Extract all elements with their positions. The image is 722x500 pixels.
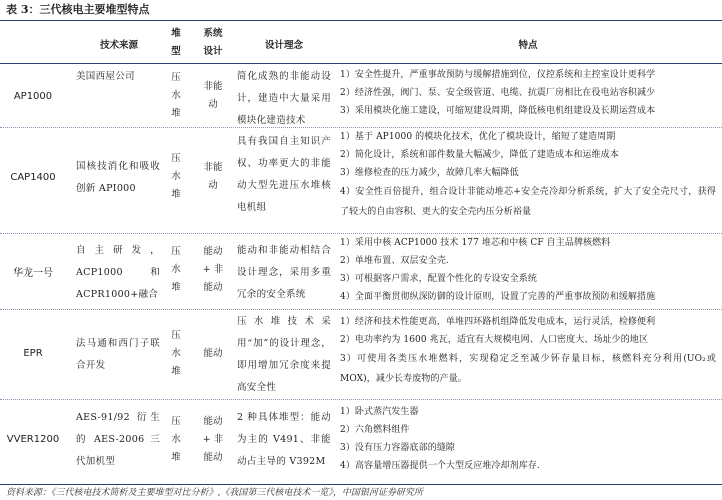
caption-rule bbox=[0, 20, 722, 21]
header-features: 特点 bbox=[518, 40, 538, 51]
feature-item: 1）卧式蒸汽发生器 bbox=[340, 407, 419, 417]
row-name: 华龙一号 bbox=[13, 268, 53, 279]
row-type-char: 压 bbox=[171, 416, 181, 427]
row-source: 法马通和西门子联合开发 bbox=[76, 338, 160, 371]
row-features bbox=[340, 66, 716, 120]
row-features bbox=[340, 403, 716, 475]
row-features bbox=[340, 128, 716, 222]
row-system-line: 能动 bbox=[203, 452, 223, 463]
feature-item: 1）采用中核 ACP1000 技术 177 堆芯和中核 CF 自主品牌核燃料 bbox=[340, 238, 611, 248]
row-type-char: 水 bbox=[171, 90, 181, 101]
row-type-char: 堆 bbox=[171, 366, 181, 377]
table-caption: 表 3：三代核电主要堆型特点 bbox=[6, 3, 150, 16]
feature-item: 3）没有压力容器底部的缝隙 bbox=[340, 443, 456, 453]
header-system-line: 设计 bbox=[203, 46, 223, 57]
row-system bbox=[195, 243, 231, 297]
row-concept: 压水堆技术采用“加”的设计理念，即用增加冗余度来提高安全性 bbox=[237, 316, 331, 393]
row-source: 自主研发，ACP1000 和 ACPR1000+融合 bbox=[76, 245, 160, 300]
row-type-char: 水 bbox=[171, 171, 181, 182]
row-name: CAP1400 bbox=[10, 172, 56, 183]
row-concept: 能动和非能动相结合设计理念，采用多重冗余的安全系统 bbox=[237, 245, 331, 300]
row-type-char: 压 bbox=[171, 72, 181, 83]
row-system bbox=[195, 78, 231, 114]
row-system-line: + 非 bbox=[202, 264, 224, 275]
row-name: EPR bbox=[23, 348, 43, 359]
row-type-char: 水 bbox=[171, 348, 181, 359]
row-features bbox=[340, 313, 716, 389]
header-rule bbox=[0, 63, 722, 64]
header-type-line: 堆 bbox=[171, 28, 181, 39]
row-name: AP1000 bbox=[13, 91, 53, 102]
row-type-char: 压 bbox=[171, 330, 181, 341]
row-system-line: 非能 bbox=[203, 162, 223, 173]
header-source: 技术来源 bbox=[99, 40, 138, 51]
row-type bbox=[165, 243, 187, 297]
feature-item: 1）基于 AP1000 的模块化技术，优化了模块设计，缩短了建造周期 bbox=[340, 132, 616, 142]
row-system-line: 能动 bbox=[203, 246, 223, 257]
row-system-line: 动 bbox=[208, 180, 218, 191]
row-type bbox=[165, 150, 187, 204]
row-system-line: 能动 bbox=[203, 416, 223, 427]
feature-item: 3）可使用各类压水堆燃料，实现稳定乏至减少钚存量目标，核燃料充分利用(UO₂或 MOX)，减少长寿废物的产量。 bbox=[340, 354, 716, 384]
row-divider bbox=[0, 399, 722, 400]
row-features bbox=[340, 234, 716, 306]
row-system-line: 动 bbox=[208, 99, 218, 110]
row-system-line: + 非 bbox=[202, 434, 224, 445]
header-system bbox=[195, 25, 231, 61]
row-type-char: 堆 bbox=[171, 108, 181, 119]
row-system-line: 能动 bbox=[203, 282, 223, 293]
row-concept: 2 种具体堆型：能动为主的 V491、非能动占主导的 V392M bbox=[237, 412, 331, 467]
feature-item: 2）单堆布置、双层安全壳. bbox=[340, 256, 449, 266]
source-note: 资料来源：《三代核电技术简析及主要堆型对比分析》,《我国第三代核电技术一览》，中国银河证券研究所 bbox=[6, 488, 423, 498]
row-type bbox=[165, 69, 187, 123]
row-system bbox=[195, 413, 231, 467]
feature-item: 2）经济性强，阀门、泵、安全级管道、电缆、抗震厂房相比在役电站容积减少 bbox=[340, 88, 656, 98]
row-type-char: 压 bbox=[171, 153, 181, 164]
row-source: 美国西屋公司 bbox=[76, 71, 135, 82]
row-system-line: 能动 bbox=[203, 348, 223, 359]
row-type-char: 压 bbox=[171, 246, 181, 257]
row-system-line: 非能 bbox=[203, 81, 223, 92]
header-type bbox=[165, 25, 187, 61]
feature-item: 4）高容量增压器提供一个大型反应堆冷却剂库存. bbox=[340, 461, 540, 471]
feature-item: 2）简化设计，系统和部件数量大幅减少，降低了建造成本和运维成本 bbox=[340, 150, 619, 160]
header-concept: 设计理念 bbox=[264, 40, 303, 51]
row-type-char: 水 bbox=[171, 264, 181, 275]
feature-item: 2）六角燃料组件 bbox=[340, 425, 410, 435]
feature-item: 1）经济和技术性能更高，单堆四环路机组降低发电成本，运行灵活，检修便利 bbox=[340, 317, 656, 327]
table-bottom-rule bbox=[0, 484, 722, 485]
row-source: AES-91/92 衍生的 AES-2006 三代加机型 bbox=[76, 412, 160, 467]
row-concept: 简化成熟的非能动设计，建造中大量采用模块化建造技术 bbox=[237, 71, 331, 126]
row-type-char: 堆 bbox=[171, 282, 181, 293]
row-divider bbox=[0, 309, 722, 310]
feature-item: 3）维修检查的压力减少，故障几率大幅降低 bbox=[340, 168, 519, 178]
row-type-char: 堆 bbox=[171, 452, 181, 463]
row-system bbox=[195, 345, 231, 363]
row-type-char: 堆 bbox=[171, 189, 181, 200]
feature-item: 4）安全性百倍提升，组合设计非能动堆芯+安全壳冷却分析系统，扩大了安全壳尺寸，获得了较大的自由容积、更大的安全壳内压分析裕量 bbox=[340, 187, 716, 217]
feature-item: 3）采用模块化施工建设，可缩短建设周期，降低核电机组建设及长期运营成本 bbox=[340, 106, 656, 116]
row-type bbox=[165, 327, 187, 381]
feature-item: 4）全面平衡贯彻纵深防御的设计原则，设置了完善的严重事故预防和缓解措施 bbox=[340, 292, 656, 302]
row-source: 国核技消化和吸收创新 API000 bbox=[76, 161, 160, 194]
header-type-line: 型 bbox=[171, 46, 181, 57]
row-type-char: 水 bbox=[171, 434, 181, 445]
feature-item: 3）可根据客户需求，配置个性化的专设安全系统 bbox=[340, 274, 537, 284]
feature-item: 2）电功率约为 1600 兆瓦，适宜有大规模电网、人口密度大、场址少的地区 bbox=[340, 335, 649, 345]
header-system-line: 系统 bbox=[203, 28, 223, 39]
row-type bbox=[165, 413, 187, 467]
feature-item: 1）安全性提升，严重事故预防与缓解措施到位，仪控系统和主控室设计更科学 bbox=[340, 70, 656, 80]
row-concept: 具有我国自主知识产权、功率更大的非能动大型先进压水堆核电机组 bbox=[237, 136, 331, 213]
row-name: VVER1200 bbox=[6, 434, 60, 445]
row-system bbox=[195, 159, 231, 195]
